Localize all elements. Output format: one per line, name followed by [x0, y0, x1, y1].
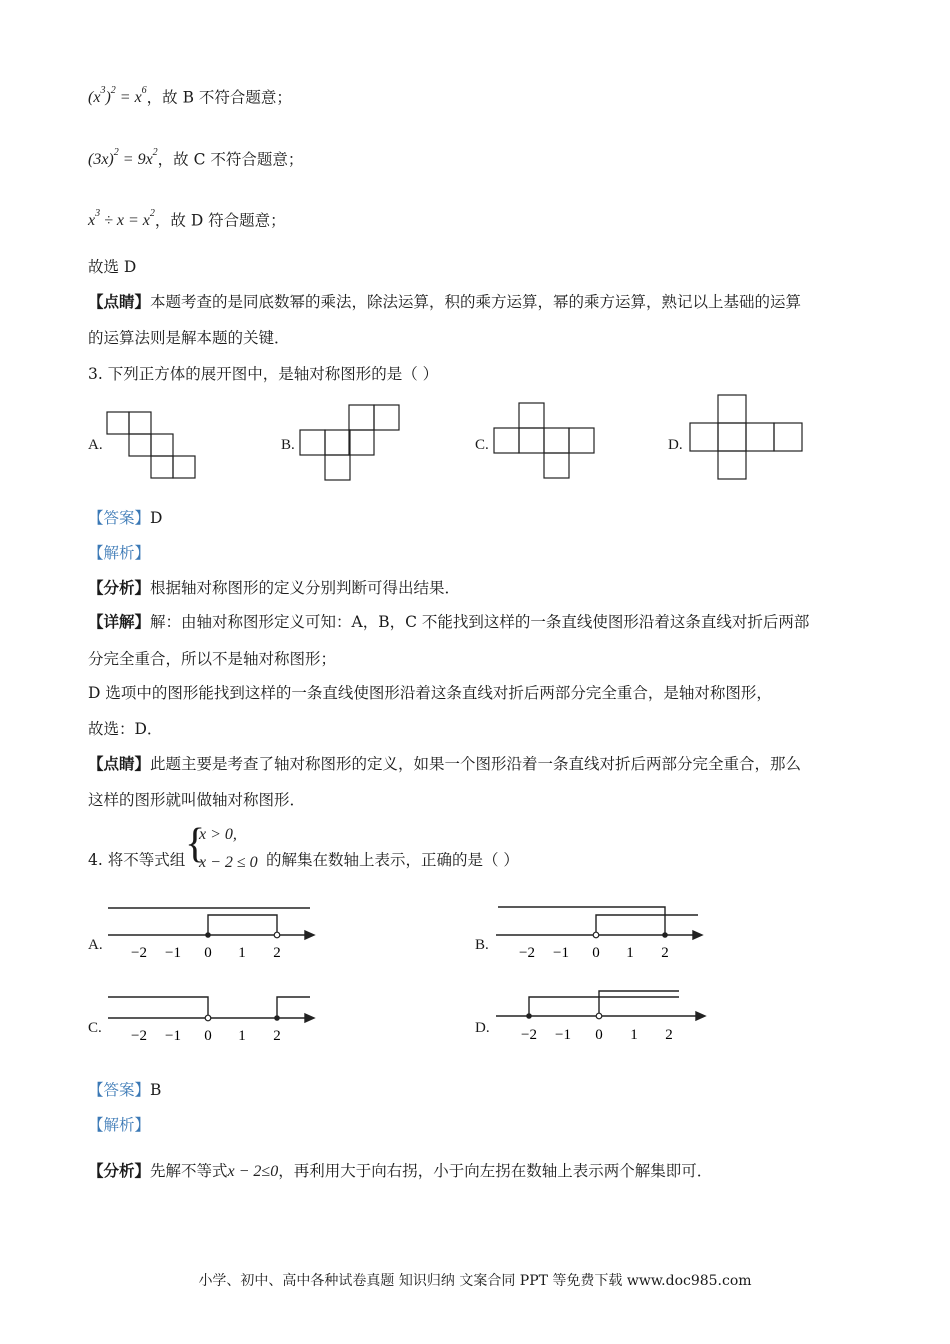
q4-fenxi-pre: 先解不等式	[150, 1162, 228, 1180]
q3-option-a-label: A.	[88, 437, 103, 453]
q3-detail-line1	[88, 612, 809, 632]
q3-tip-line2: 这样的图形就叫做轴对称图形．	[88, 791, 306, 809]
q3-answer-value: D	[150, 509, 163, 527]
tick-label: −1	[165, 945, 181, 961]
q3-detail-line3: D 选项中的图形能找到这样的一条直线使图形沿着这条直线对折后两部分完全重合，是轴对称图形，	[88, 684, 772, 702]
q3-analysis-tag: 【解析】	[88, 544, 151, 562]
q4-option-b-numberline	[493, 900, 708, 962]
tick-label: 1	[238, 945, 246, 961]
tick-label: −2	[521, 1027, 537, 1043]
q3-fenxi-tag: 【分析】	[88, 578, 151, 597]
q3-tip-line1	[88, 754, 801, 774]
q3-option-d-label: D.	[668, 437, 683, 453]
q3-option-b-label: B.	[281, 437, 295, 453]
equation-b: $(x^3)^2 = x^6$	[88, 85, 147, 107]
choose-d: 故选 D	[88, 258, 137, 276]
q3-option-b-net	[299, 404, 403, 484]
q4-system-line1: x > 0,	[199, 826, 237, 843]
page-footer: 小学、初中、高中各种试卷真题 知识归纳 文案合同 PPT 等免费下载 www.doc985.com	[198, 1273, 752, 1289]
q4-answer	[88, 1080, 161, 1100]
q4-answer-tag: 【答案】	[88, 1081, 151, 1099]
q3-tip-text1: 此题主要是考查了轴对称图形的定义，如果一个图形沿着一条直线对折后两部分完全重合，那么	[150, 755, 802, 773]
q2-tip-tag: 【点睛】	[88, 292, 151, 311]
q4-fenxi-tag: 【分析】	[88, 1161, 151, 1180]
q4-option-c-label: C.	[88, 1020, 102, 1036]
q4-fenxi-math: x − 2≤0	[227, 1163, 279, 1180]
q2-tip-line1	[88, 292, 801, 312]
equation-b-line	[88, 84, 292, 108]
q3-option-c-net	[493, 402, 601, 482]
q4-fenxi	[88, 1161, 712, 1182]
q3-fenxi	[88, 578, 460, 598]
q3-option-c-label: C.	[475, 437, 489, 453]
equation-d: $x^3 \div x = x^2$	[88, 208, 155, 230]
tick-label: 0	[204, 1028, 212, 1044]
q4-option-d-numberline	[493, 983, 708, 1045]
q3-stem: 3. 下列正方体的展开图中，是轴对称图形的是（ ）	[88, 365, 439, 383]
tick-label: 0	[592, 945, 600, 961]
q3-answer-tag: 【答案】	[88, 509, 151, 527]
tick-label: 2	[665, 1027, 673, 1043]
q3-detail-line2: 分完全重合，所以不是轴对称图形；	[88, 650, 337, 668]
q4-option-a-numberline	[105, 900, 320, 962]
equation-d-text: ，故 D 符合题意；	[154, 211, 286, 230]
tick-label: 2	[273, 945, 281, 961]
tick-label: −2	[131, 1028, 147, 1044]
q4-option-d-label: D.	[475, 1020, 490, 1036]
q4-analysis-tag: 【解析】	[88, 1116, 151, 1134]
tick-label: 1	[630, 1027, 638, 1043]
q4-brace: {	[185, 821, 206, 867]
tick-label: 0	[595, 1027, 603, 1043]
q3-tip-tag: 【点睛】	[88, 754, 151, 773]
q3-option-d-net	[688, 394, 806, 482]
tick-label: 2	[661, 945, 669, 961]
equation-b-text: ，故 B 不符合题意；	[146, 88, 292, 107]
tick-label: 1	[238, 1028, 246, 1044]
tick-label: −2	[131, 945, 147, 961]
tick-label: 1	[626, 945, 634, 961]
equation-c: $(3x)^2 = 9x^2$	[88, 147, 158, 169]
q4-prefix: 4. 将不等式组	[88, 851, 186, 869]
q2-tip-text1: 本题考查的是同底数幂的乘法，除法运算，积的乘方运算，幂的乘方运算，熟记以上基础的运算	[150, 293, 802, 311]
q4-option-a-label: A.	[88, 937, 103, 953]
q4-suffix: 的解集在数轴上表示，正确的是（ ）	[266, 851, 519, 869]
q4-system-line2: x − 2 ≤ 0	[199, 854, 258, 871]
q4-option-b-label: B.	[475, 937, 489, 953]
tick-label: −2	[519, 945, 535, 961]
q4-answer-value: B	[150, 1081, 162, 1099]
equation-c-line	[88, 146, 303, 170]
q4-fenxi-post: ，再利用大于向右拐，小于向左拐在数轴上表示两个解集即可．	[278, 1162, 713, 1180]
q4-option-c-numberline	[105, 983, 320, 1045]
equation-d-line	[88, 207, 286, 231]
q2-tip-line2: 的运算法则是解本题的关键．	[88, 329, 290, 347]
equation-c-text: ，故 C 不符合题意；	[157, 150, 304, 169]
tick-label: −1	[553, 945, 569, 961]
q3-option-a-net	[106, 411, 198, 481]
q3-answer	[88, 508, 162, 528]
q3-detail-line4: 故选：D．	[88, 720, 163, 738]
q3-detail-text1: 解：由轴对称图形定义可知：A，B，C 不能找到这样的一条直线使图形沿着这条直线对折后两部	[150, 613, 810, 631]
tick-label: −1	[165, 1028, 181, 1044]
q3-detail-tag: 【详解】	[88, 612, 151, 631]
tick-label: −1	[555, 1027, 571, 1043]
q3-fenxi-text: 根据轴对称图形的定义分别判断可得出结果．	[150, 579, 461, 597]
tick-label: 2	[273, 1028, 281, 1044]
tick-label: 0	[204, 945, 212, 961]
